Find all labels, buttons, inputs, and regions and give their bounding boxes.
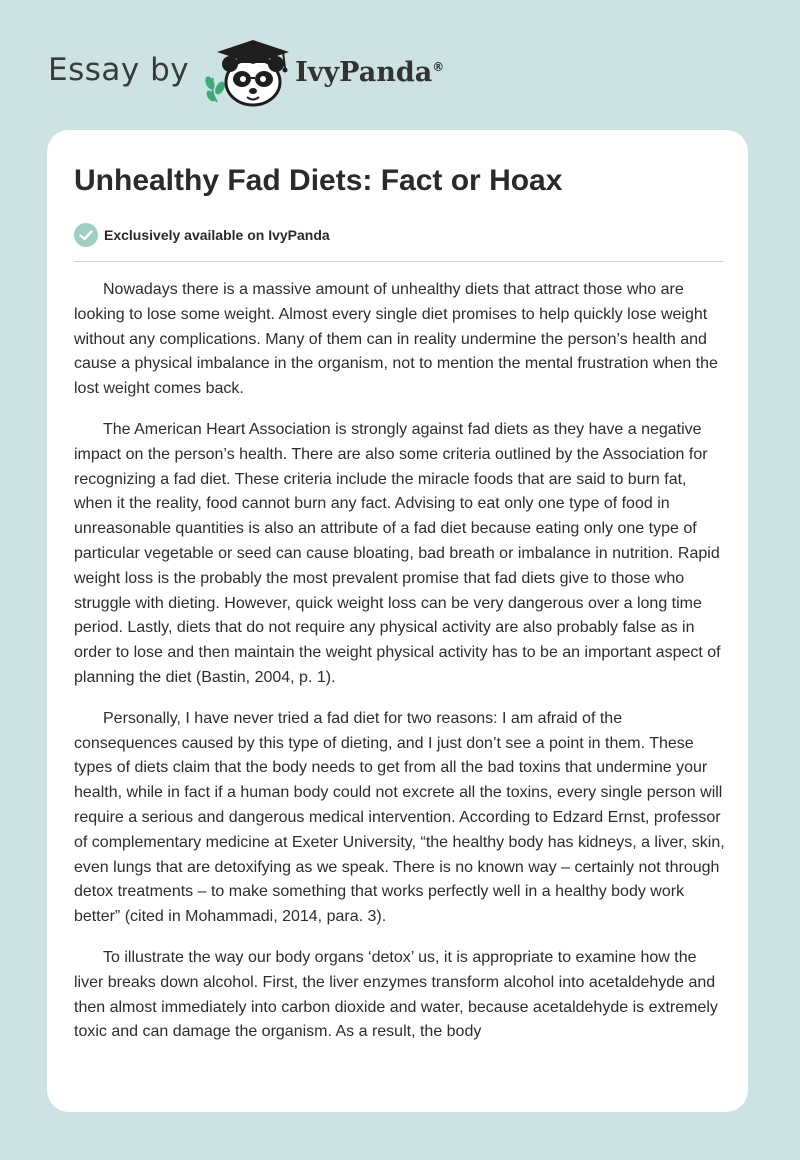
check-circle-icon (74, 223, 98, 247)
article-body (74, 278, 726, 1061)
exclusive-badge-label: Exclusively available on IvyPanda (104, 227, 330, 243)
brand-name[interactable] (295, 57, 444, 88)
brand-prefix: Essay by (48, 52, 190, 88)
article-paragraph: The American Heart Association is strongly against fad diets as they have a negative impact on the person’s health. There are also some criteria outlined by the Association for recognizing a fad diet. These criteria include the miracle foods that are said to burn fat, when it the reality, food cannot burn any fact. Advising to eat only one type of food in unreasonable quantities is also an attribute of a fad diet because eating only one type of particular vegetable or seed can cause bloating, bad breath or imbalance in nutrition. Rapid weight loss is the probably the most prevalent promise that fad diets give to those who struggle with dieting. However, quick weight loss can be very dangerous over a long time period. Lastly, diets that do not require any physical activity are also probably false as in order to lose and then maintain the weight physical activity has to be an important aspect of planning the diet (Bastin, 2004, p. 1). (74, 420, 721, 686)
article-paragraph: Nowadays there is a massive amount of unhealthy diets that attract those who are looking to lose some weight. Almost every single diet promises to help quickly lose weight without any complications. Many of them can in reality undermine the person’s health and cause a physical imbalance in the organism, not to mention the mental frustration when the lost weight comes back. (74, 281, 718, 398)
page-title: Unhealthy Fad Diets: Fact or Hoax (74, 164, 563, 197)
article-paragraph: To illustrate the way our body organs ‘detox’ us, it is appropriate to examine how the liver breaks down alcohol. First, the liver enzymes transform alcohol into acetaldehyde and then almost immediately into carbon dioxide and water, because acetaldehyde is extremely toxic and can damage the organism. As a result, the body (74, 948, 718, 1041)
essay-card (47, 130, 748, 1112)
article-paragraph: Personally, I have never tried a fad diet for two reasons: I am afraid of the consequences caused by this type of dieting, and I just don’t see a point in them. These types of diets claim that the body needs to get from all the bad toxins that undermine your health, while in fact if a human body could not excrete all the toxins, every single person will require a serious and dangerous medical intervention. According to Edzard Ernst, professor of complementary medicine at Exeter University, “the healthy body has kidneys, a liver, skin, even lungs that are detoxifying as we speak. There is no known way – certainly not through detox treatments – to make something that works perfectly well in a healthy body work better” (cited in Mohammadi, 2014, para. 3). (74, 709, 725, 926)
registered-mark: ® (432, 59, 445, 74)
panda-graduate-logo-icon[interactable] (203, 38, 293, 108)
brand-header (48, 38, 444, 108)
brand-name-text: IvyPanda (295, 56, 433, 88)
exclusive-badge (74, 223, 330, 247)
title-divider (74, 261, 724, 262)
